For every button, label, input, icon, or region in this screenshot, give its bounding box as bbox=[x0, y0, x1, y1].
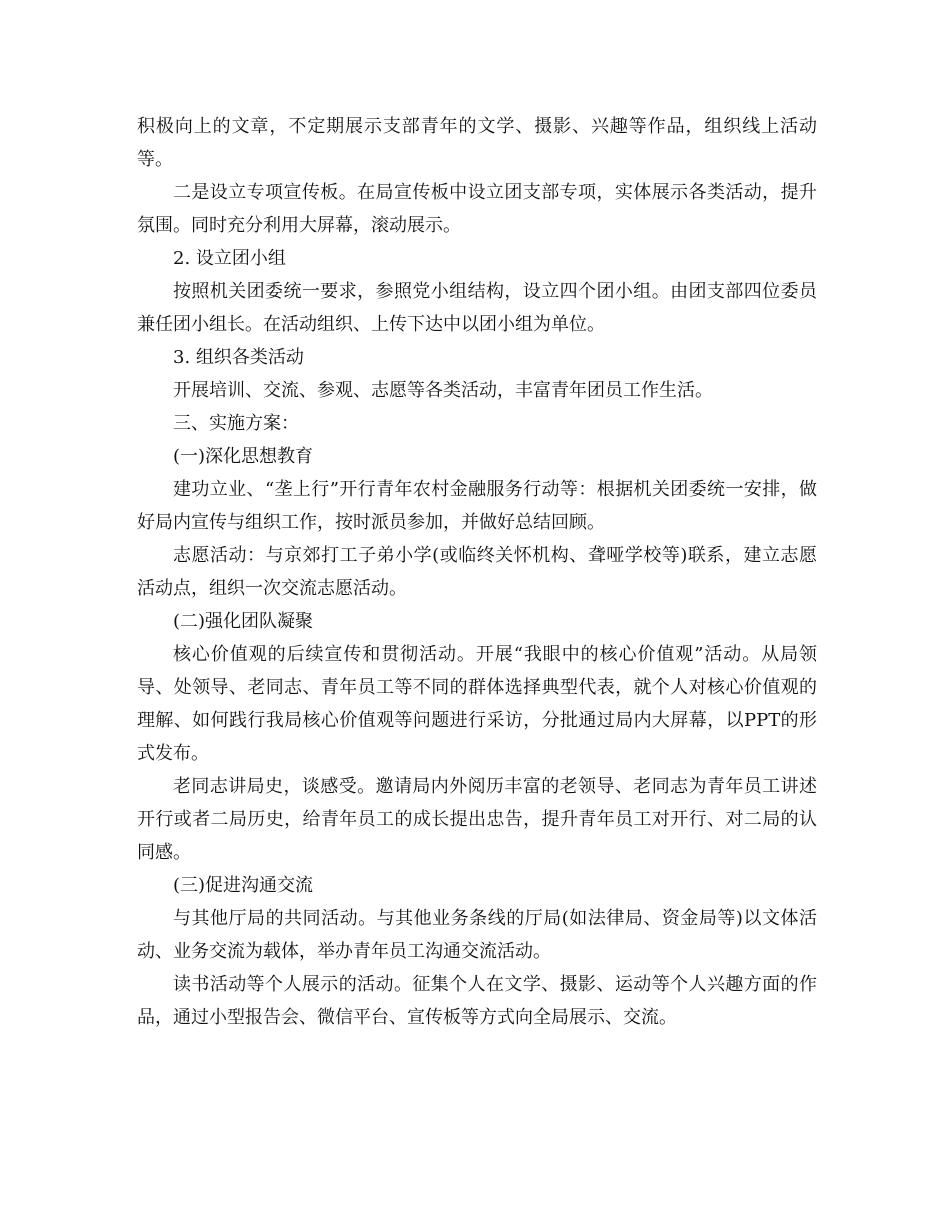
paragraph: 核心价值观的后续宣传和贯彻活动。开展“我眼中的核心价值观”活动。从局领导、处领导、老同志、青年员工等不同的群体选择典型代表，就个人对核心价值观的理解、如何践行我局核心价值观等问题进行采访，分批通过局内大屏幕，以PPT的形式发布。 bbox=[137, 644, 817, 764]
document-body bbox=[137, 110, 817, 1034]
subsection-heading: (一)深化思想教育 bbox=[173, 446, 314, 467]
subsection-heading: (三)促进沟通交流 bbox=[173, 875, 314, 896]
paragraph: 开展培训、交流、参观、志愿等各类活动，丰富青年团员工作生活。 bbox=[173, 380, 713, 401]
paragraph: 二是设立专项宣传板。在局宣传板中设立团支部专项，实体展示各类活动，提升氛围。同时充分利用大屏幕，滚动展示。 bbox=[137, 182, 817, 236]
paragraph: 读书活动等个人展示的活动。征集个人在文学、摄影、运动等个人兴趣方面的作品，通过小型报告会、微信平台、宣传板等方式向全局展示、交流。 bbox=[137, 974, 817, 1028]
subsection-heading: (二)强化团队凝聚 bbox=[173, 611, 314, 632]
section-heading: 3. 组织各类活动 bbox=[173, 347, 304, 368]
paragraph: 按照机关团委统一要求，参照党小组结构，设立四个团小组。由团支部四位委员兼任团小组长。在活动组织、上传下达中以团小组为单位。 bbox=[137, 281, 817, 335]
paragraph: 老同志讲局史，谈感受。邀请局内外阅历丰富的老领导、老同志为青年员工讲述开行或者二局历史，给青年员工的成长提出忠告，提升青年员工对开行、对二局的认同感。 bbox=[137, 776, 817, 863]
paragraph: 建功立业、“垄上行”开行青年农村金融服务行动等：根据机关团委统一安排，做好局内宣传与组织工作，按时派员参加，并做好总结回顾。 bbox=[137, 479, 817, 533]
paragraph: 与其他厅局的共同活动。与其他业务条线的厅局(如法律局、资金局等)以文体活动、业务交流为载体，举办青年员工沟通交流活动。 bbox=[137, 908, 817, 962]
paragraph: 志愿活动：与京郊打工子弟小学(或临终关怀机构、聋哑学校等)联系，建立志愿活动点，组织一次交流志愿活动。 bbox=[137, 545, 817, 599]
section-heading: 三、实施方案： bbox=[173, 413, 299, 434]
paragraph: 积极向上的文章，不定期展示支部青年的文学、摄影、兴趣等作品，组织线上活动等。 bbox=[137, 116, 817, 170]
section-heading: 2. 设立团小组 bbox=[173, 248, 286, 269]
